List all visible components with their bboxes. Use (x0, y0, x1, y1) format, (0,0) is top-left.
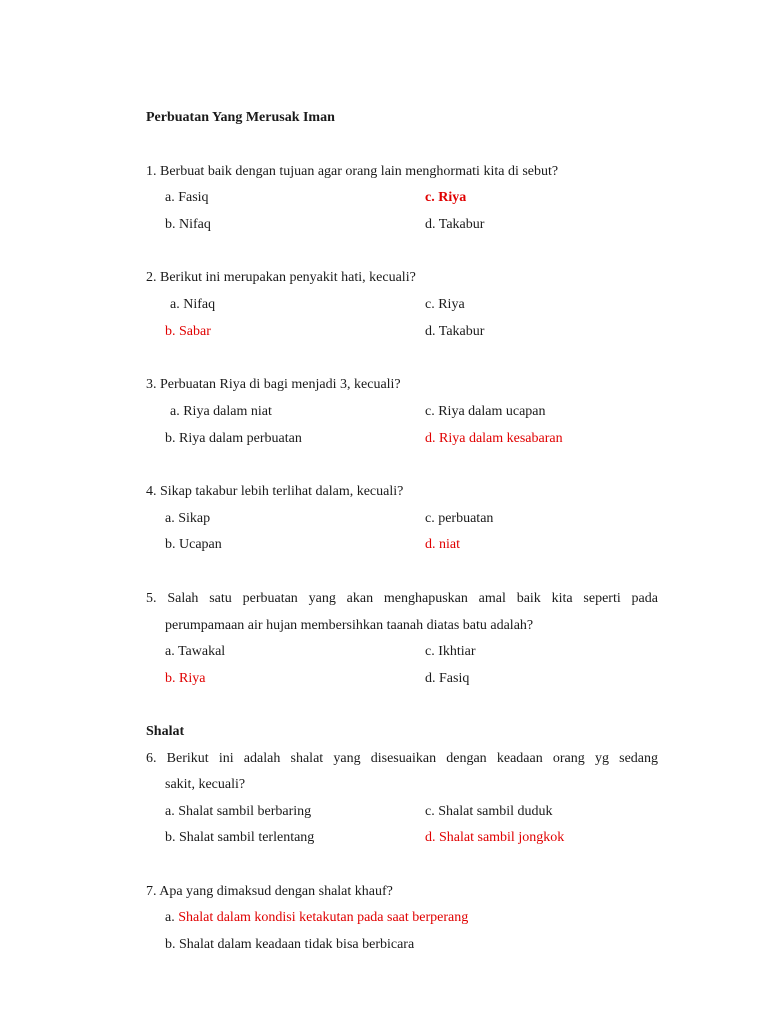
q4-option-c: c. perbuatan (425, 511, 494, 526)
q2-option-c: c. Riya (425, 297, 465, 312)
q5-option-b-answer: b. Riya (165, 671, 206, 686)
question-3: 3. Perbuatan Riya di bagi menjadi 3, kecuali? (146, 377, 401, 392)
question-6-line-2: sakit, kecuali? (165, 777, 246, 792)
q4-option-a: a. Sikap (165, 511, 211, 526)
q4-option-b: b. Ucapan (165, 537, 222, 552)
q7-option-a (165, 909, 468, 927)
q2-option-b-answer: b. Sabar (165, 324, 211, 339)
q1-option-a: a. Fasiq (165, 190, 209, 205)
q3-option-b: b. Riya dalam perbuatan (165, 431, 302, 446)
q6-option-c: c. Shalat sambil duduk (425, 804, 553, 819)
q4-option-d-answer: d. niat (425, 537, 460, 552)
q6-option-b: b. Shalat sambil terlentang (165, 830, 315, 845)
q1-option-d: d. Takabur (425, 217, 485, 232)
question-6-line-1: 6. Berikut ini adalah shalat yang disesuaikan dengan keadaan orang yg sedang (146, 751, 658, 766)
question-7: 7. Apa yang dimaksud dengan shalat khauf? (146, 884, 393, 899)
section-title: Perbuatan Yang Merusak Iman (146, 110, 335, 125)
question-1: 1. Berbuat baik dengan tujuan agar orang lain menghormati kita di sebut? (146, 164, 559, 179)
section-title-shalat: Shalat (146, 724, 185, 739)
q1-option-c-answer: c. Riya (425, 190, 467, 205)
question-4: 4. Sikap takabur lebih terlihat dalam, kecuali? (146, 484, 404, 499)
q6-option-a: a. Shalat sambil berbaring (165, 804, 312, 819)
question-5-line-1: 5. Salah satu perbuatan yang akan menghapuskan amal baik kita seperti pada (146, 591, 658, 606)
question-5-line-2: perumpamaan air hujan membersihkan taanah diatas batu adalah? (165, 618, 534, 633)
q3-option-d-answer: d. Riya dalam kesabaran (425, 431, 563, 446)
q5-option-c: c. Ikhtiar (425, 644, 476, 659)
q3-option-c: c. Riya dalam ucapan (425, 404, 546, 419)
q5-option-a: a. Tawakal (165, 644, 226, 659)
q7-option-a-prefix: a. (165, 910, 179, 925)
q7-option-b: b. Shalat dalam keadaan tidak bisa berbicara (165, 937, 415, 952)
q1-option-b: b. Nifaq (165, 217, 211, 232)
q5-option-d: d. Fasiq (425, 671, 470, 686)
q6-option-d-answer: d. Shalat sambil jongkok (425, 830, 565, 845)
q7-option-a-answer: Shalat dalam kondisi ketakutan pada saat berperang (178, 910, 469, 925)
question-2: 2. Berikut ini merupakan penyakit hati, kecuali? (146, 270, 416, 285)
q2-option-a: a. Nifaq (170, 297, 216, 312)
q3-option-a: a. Riya dalam niat (170, 404, 272, 419)
q2-option-d: d. Takabur (425, 324, 485, 339)
